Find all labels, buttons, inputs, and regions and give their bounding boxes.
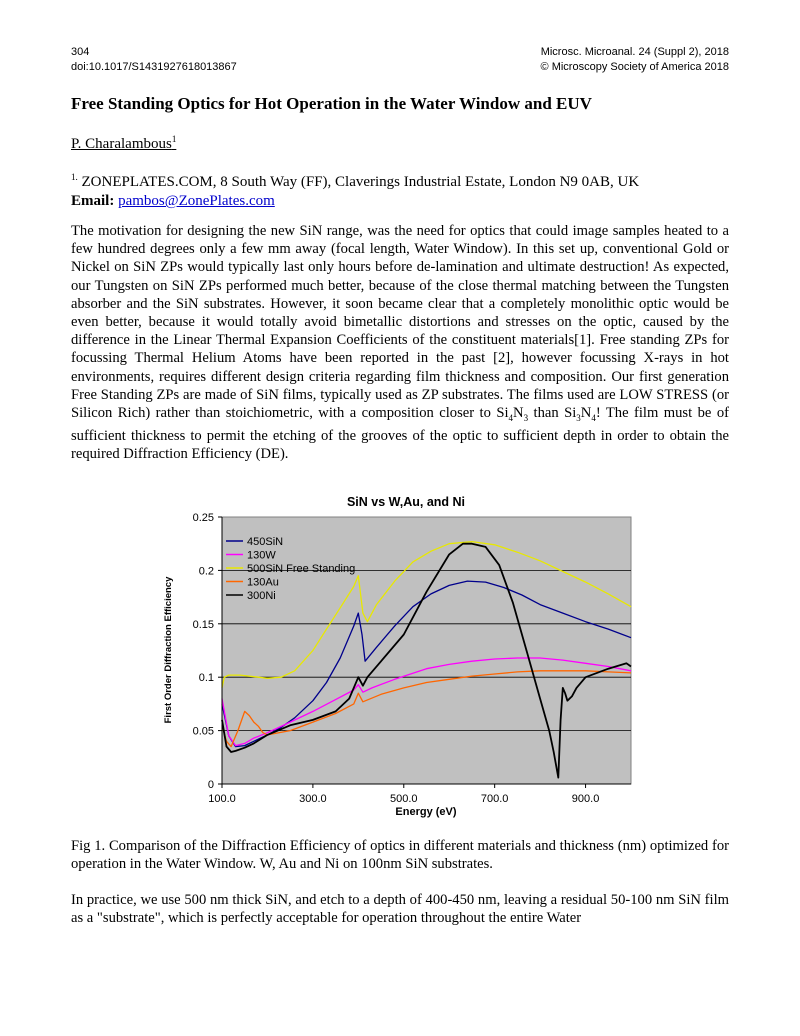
- author-name: P. Charalambous: [71, 136, 172, 152]
- x-tick-label: 700.0: [480, 793, 509, 805]
- formula-sub: 3: [576, 412, 581, 423]
- email-label: Email:: [71, 193, 115, 209]
- formula-n: N: [513, 405, 524, 422]
- plot-area: [222, 517, 631, 784]
- formula-sub: 4: [508, 412, 514, 423]
- affiliation-superscript: 1.: [71, 172, 78, 182]
- y-axis-label: First Order Diffraction Efficiency: [163, 576, 174, 724]
- x-tick-label: 900.0: [571, 793, 600, 805]
- formula-si: Si: [564, 405, 577, 422]
- page-header-left: [71, 45, 237, 75]
- legend-label-130w: 130W: [247, 549, 276, 562]
- formula-sub: 4: [591, 412, 596, 423]
- formula-n: N: [580, 405, 592, 422]
- paper-title: Free Standing Optics for Hot Operation in the Water Window and EUV: [71, 94, 592, 113]
- y-tick-label: 0.25: [192, 512, 214, 524]
- y-tick-label: 0.2: [198, 565, 214, 578]
- formula-sub: 3: [523, 412, 529, 423]
- y-tick-label: 0.1: [198, 672, 214, 685]
- author-superscript: 1: [171, 134, 177, 144]
- legend-label-450sin: 450SiN: [247, 536, 284, 548]
- body-paragraph-2: In practice, we use 500 nm thick SiN, and etch to a depth of 400-450 nm, leaving a residual 50-100 nm SiN film as a "substrate", which is perfectly acceptable for operation throughout the entire Water: [71, 892, 729, 927]
- page-header-right: [541, 45, 729, 75]
- intro-paragraph: [71, 222, 729, 464]
- affiliation-text: ZONEPLATES.COM, 8 South Way (FF), Claverings Industrial Estate, London N9 0AB, UK: [77, 174, 640, 190]
- legend-label-130au: 130Au: [247, 576, 279, 589]
- intro-text-a: The motivation for designing the new SiN range, was the need for optics that could image samples heated to a few hundred degrees only a few mm away (focal length, Water Window). In this set up, conventional Gold or Nickel on SiN ZPs would typically last only hours before de-lamination and ultimate destruction! As expected, our Tungsten on SiN ZPs performed much better, because of the close thermal matching between the Tungsten absorber and the SiN substrates. However, it soon became clear that a completely monolithic optic would be even better, because it would totally avoid bimetallic distortions and stresses on the optic, caused by the difference in the Linear Thermal Expansion Coefficients of the constituent materials[1]. Free standing ZPs for focussing Thermal Helium Atoms have been reported in the past [2], however focussing X-rays in hot environments, requires different design criteria regarding film thickness and composition. Our first generation Free Standing ZPs are made of SiN films, typically used as ZP substrates. The films used are LOW STRESS (or Silicon Rich) rather than stoichiometric, with a composition closer to Si: [71, 223, 729, 422]
- y-tick-label: 0.15: [192, 618, 214, 631]
- email-link[interactable]: pambos@ZonePlates.com: [118, 193, 275, 209]
- page-number: 304: [71, 46, 90, 58]
- doi: doi:10.1017/S1431927618013867: [71, 61, 237, 73]
- x-tick-label: 100.0: [208, 793, 236, 805]
- formula-than: than: [528, 405, 565, 422]
- x-tick-label: 500.0: [390, 793, 418, 805]
- x-axis-label: Energy (eV): [395, 806, 457, 818]
- affiliation: [71, 168, 639, 192]
- y-tick-label: 0.05: [192, 725, 214, 738]
- y-tick-label: 0: [207, 779, 214, 791]
- affiliation-block: [71, 168, 639, 211]
- legend-label-300ni: 300Ni: [247, 590, 276, 602]
- copyright: © Microscopy Society of America 2018: [540, 61, 729, 73]
- diffraction-efficiency-chart: [0, 490, 800, 830]
- author[interactable]: [71, 134, 176, 153]
- figure-caption: Fig 1. Comparison of the Diffraction Efficiency of optics in different materials and thickness (nm) optimized for operation in the Water Window. W, Au and Ni on 100nm SiN substrates.: [71, 838, 729, 873]
- intro-text-b: ! The film must be of sufficient thickness to permit the etching of the grooves of the optic to sufficient depth in order to obtain the required Diffraction Efficiency (DE).: [71, 405, 729, 463]
- chart-title: SiN vs W,Au, and Ni: [346, 495, 466, 509]
- legend-label-500sin-free-standing: 500SiN Free Standing: [247, 563, 356, 575]
- journal-citation: Microsc. Microanal. 24 (Suppl 2), 2018: [540, 46, 729, 58]
- email-line: [71, 192, 639, 211]
- x-tick-label: 300.0: [299, 793, 327, 805]
